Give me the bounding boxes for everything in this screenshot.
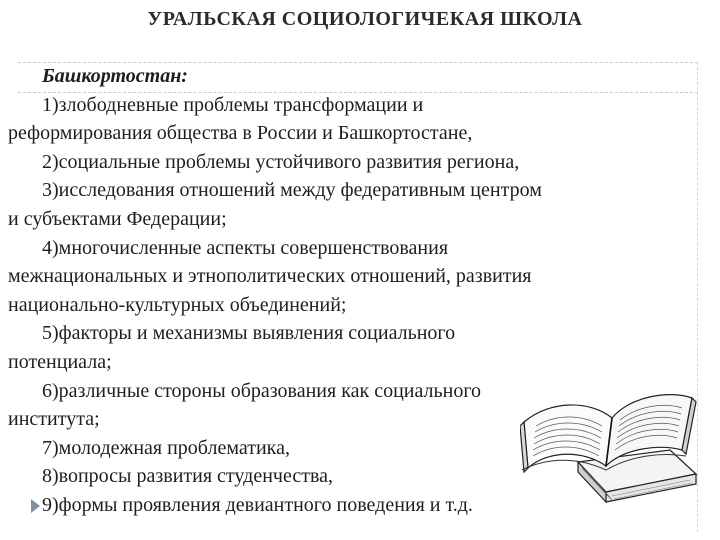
body-line-7: межнациональных и этнополитических отношений, развития [8,265,532,288]
body-line-12: института; [8,408,100,431]
body-line-5: и субъектами Федерации; [8,207,227,230]
body-line-13: 7)молодежная проблематика, [42,436,290,459]
body-line-6: 4)многочисленные аспекты совершенствования [42,236,449,259]
body-line-3: 2)социальные проблемы устойчивого развития региона, [42,150,520,173]
body-line-10: потенциала; [8,350,112,373]
body-line-9: 5)факторы и механизмы выявления социального [42,322,456,345]
body-line-8: национально-культурных объединений; [8,293,347,316]
body-line-11: 6)различные стороны образования как социального [42,379,482,402]
body-heading: Башкортостан: [42,65,188,87]
body-line-4: 3)исследования отношений между федеративным центром [42,179,542,202]
slide-title: УРАЛЬСКАЯ СОЦИОЛОГИЧЕКАЯ ШКОЛА [147,8,583,30]
body-line-14: 8)вопросы развития студенчества, [42,465,334,488]
body-line-15: 9)формы проявления девиантного поведения и т.д. [42,493,473,516]
open-books-icon [520,370,700,505]
triangle-bullet-icon [31,499,40,513]
body-line-2: реформирования общества в России и Башкортостане, [8,122,473,145]
body-line-1: 1)злободневные проблемы трансформации и [42,93,424,116]
